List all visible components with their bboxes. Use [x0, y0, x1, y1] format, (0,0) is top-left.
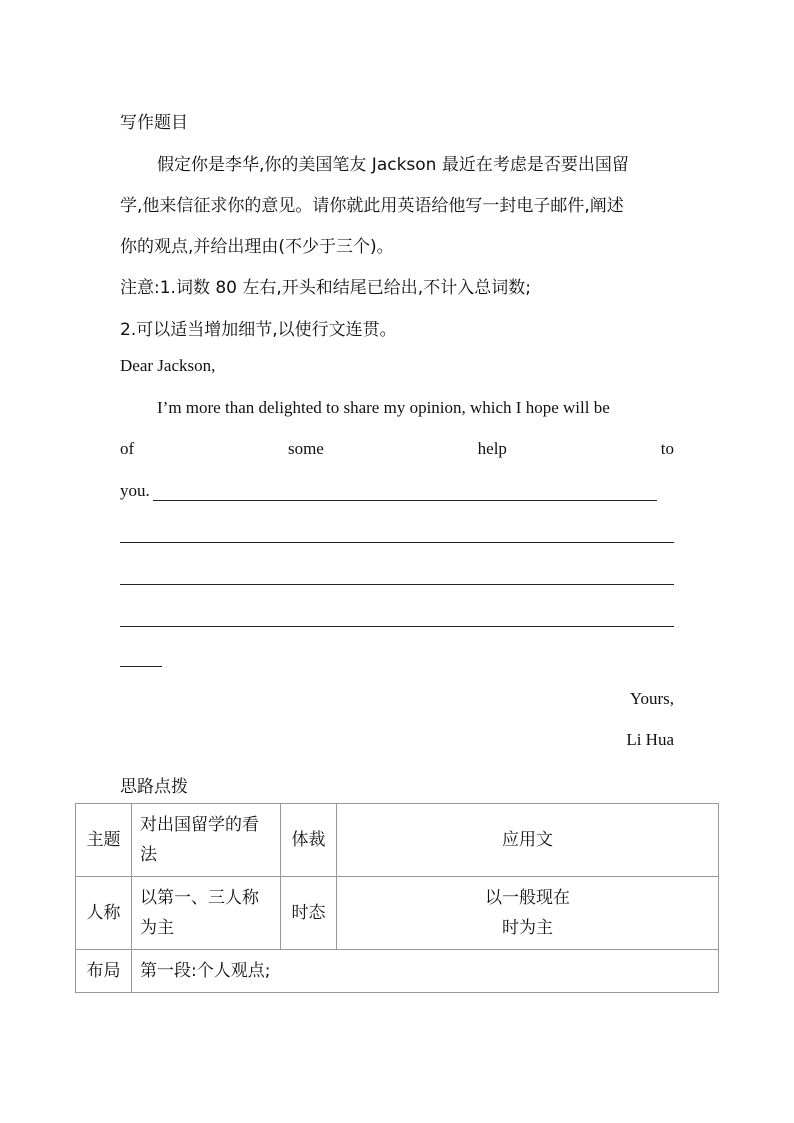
- table-row: [76, 950, 719, 993]
- closing-yours: Yours,: [629, 689, 674, 708]
- answer-blank-5[interactable]: [120, 666, 162, 667]
- answer-blank-3[interactable]: [120, 584, 674, 585]
- guide-key-tense: 时态: [281, 877, 337, 950]
- prompt-line-1: 假定你是李华,你的美国笔友 Jackson 最近在考虑是否要出国留: [157, 155, 629, 175]
- guide-key-topic: 主题: [76, 804, 132, 877]
- closing-signature: Li Hua: [626, 730, 674, 749]
- letter-word: of: [120, 439, 135, 458]
- letter-line-1: I’m more than delighted to share my opinion, which I hope will be: [157, 398, 610, 417]
- prompt-line-2: 学,他来信征求你的意见。请你就此用英语给他写一封电子邮件,阐述: [120, 196, 624, 216]
- letter-word: help: [477, 439, 507, 458]
- writing-task-heading: 写作题目: [120, 113, 188, 133]
- guide-value-tense: 以一般现在时为主: [337, 877, 719, 950]
- letter-word: to: [660, 439, 674, 458]
- letter-line-3: you.: [120, 481, 150, 500]
- guide-title: 思路点拨: [120, 777, 188, 797]
- guide-value-topic: 对出国留学的看法: [132, 804, 281, 877]
- guide-key-genre: 体裁: [281, 804, 337, 877]
- answer-blank-1[interactable]: [153, 500, 657, 501]
- table-row: [76, 804, 719, 877]
- guide-value-person: 以第一、三人称为主: [132, 877, 281, 950]
- answer-blank-2[interactable]: [120, 542, 674, 543]
- prompt-line-3: 你的观点,并给出理由(不少于三个)。: [120, 237, 394, 257]
- guide-key-layout: 布局: [76, 950, 132, 993]
- guide-value-genre: 应用文: [337, 804, 719, 877]
- guide-key-person: 人称: [76, 877, 132, 950]
- note-line-1: 注意:1.词数 80 左右,开头和结尾已给出,不计入总词数;: [120, 278, 531, 298]
- guide-value-layout: 第一段:个人观点;: [132, 950, 719, 993]
- guide-table: [75, 803, 719, 993]
- answer-blank-4[interactable]: [120, 626, 674, 627]
- letter-greeting: Dear Jackson,: [120, 356, 216, 375]
- letter-line-2: [120, 439, 674, 459]
- table-row: [76, 877, 719, 950]
- note-line-2: 2.可以适当增加细节,以使行文连贯。: [120, 320, 397, 340]
- letter-word: some: [287, 439, 324, 458]
